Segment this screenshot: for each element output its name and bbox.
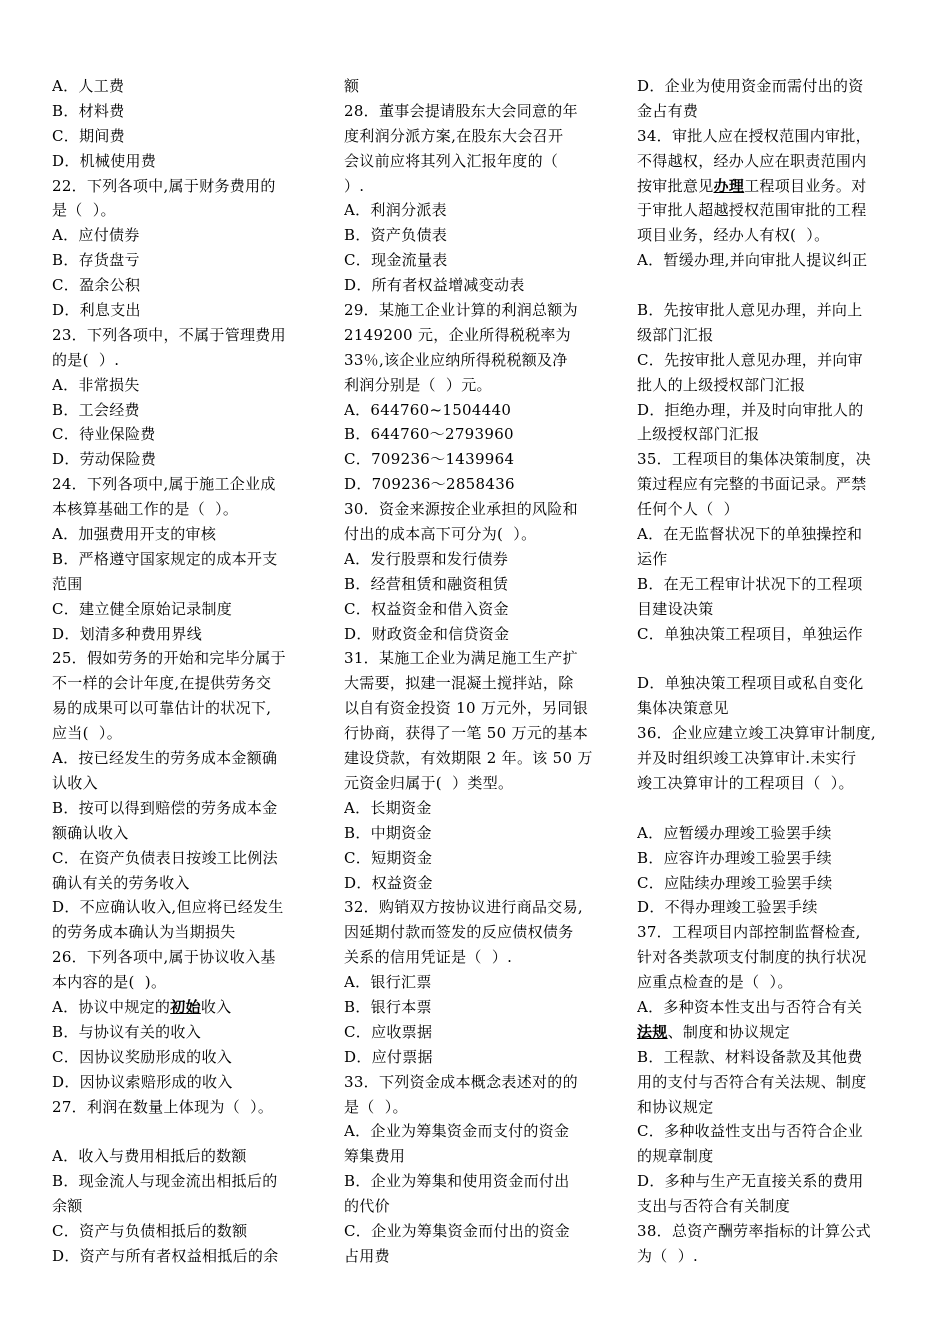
text-line <box>344 522 614 547</box>
text-line <box>52 298 322 323</box>
line-text-continued: 收入 <box>200 997 232 1016</box>
text-line <box>52 646 322 671</box>
text-line <box>52 945 322 970</box>
emphasized-term: 初始 <box>170 997 201 1016</box>
text-line <box>344 895 614 920</box>
text-line <box>344 472 614 497</box>
text-line <box>344 99 614 124</box>
text-line <box>52 895 322 920</box>
text-column-3 <box>637 74 907 1269</box>
text-line <box>344 696 614 721</box>
line-text: 33％,该企业应纳所得税税额及净 <box>344 350 568 369</box>
text-line <box>344 771 614 796</box>
line-text: 26．下列各项中,属于协议收入基 <box>52 948 276 967</box>
line-text: 的代价 <box>344 1197 390 1216</box>
line-text: 38．总资产酬劳率指标的计算公式 <box>637 1221 871 1240</box>
text-line <box>52 671 322 696</box>
text-line <box>637 895 907 920</box>
line-text: C．现金流量表 <box>344 251 448 270</box>
line-text: 利润分别是（ ）元。 <box>344 375 492 394</box>
text-line <box>637 771 907 796</box>
text-line <box>344 348 614 373</box>
text-line <box>637 646 907 671</box>
text-line <box>344 995 614 1020</box>
line-text: 应重点检查的是（ ）。 <box>637 973 793 992</box>
text-line <box>344 945 614 970</box>
line-text: 支出与否符合有关制度 <box>637 1197 791 1216</box>
text-line <box>344 1244 614 1269</box>
line-text: 付出的成本高下可分为( ）。 <box>344 525 537 544</box>
line-text: 大需要，拟建一混凝土搅拌站，除 <box>344 674 574 693</box>
text-line <box>52 696 322 721</box>
line-text: B．存货盘亏 <box>52 251 140 270</box>
line-text: 额确认收入 <box>52 823 129 842</box>
line-text: C．多种收益性支出与否符合企业 <box>637 1122 863 1141</box>
line-text: 策过程应有完整的书面记录。严禁 <box>637 475 867 494</box>
line-text: C．资产与负债相抵后的数额 <box>52 1221 248 1240</box>
text-line <box>52 721 322 746</box>
line-text: A．应暂缓办理竣工验罢手续 <box>637 823 832 842</box>
text-line <box>637 746 907 771</box>
text-line <box>52 472 322 497</box>
line-text: 易的成果可以可靠估计的状况下, <box>52 699 272 718</box>
text-line <box>637 696 907 721</box>
line-text: 运作 <box>637 549 668 568</box>
text-line <box>344 821 614 846</box>
line-text: 集体决策意见 <box>637 699 729 718</box>
text-line <box>344 223 614 248</box>
text-line <box>637 995 907 1020</box>
text-line <box>344 174 614 199</box>
text-line <box>637 1070 907 1095</box>
line-text: B．现金流人与现金流出相抵后的 <box>52 1172 278 1191</box>
line-text: C．短期资金 <box>344 848 433 867</box>
line-text: 36．企业应建立竣工决算审计制度, <box>637 724 876 743</box>
text-line <box>52 422 322 447</box>
line-text: 于审批人超越授权范围审批的工程 <box>637 201 867 220</box>
text-line <box>52 99 322 124</box>
line-text: 批人的上级授权部门汇报 <box>637 375 806 394</box>
line-text: 35．工程项目的集体决策制度，决 <box>637 450 871 469</box>
text-line <box>52 497 322 522</box>
text-line <box>52 920 322 945</box>
text-line <box>344 198 614 223</box>
text-line <box>637 497 907 522</box>
text-line <box>637 1144 907 1169</box>
line-text: A．银行汇票 <box>344 973 432 992</box>
line-text: 度利润分派方案,在股东大会召开 <box>344 126 564 145</box>
text-line <box>344 124 614 149</box>
line-text: D．划清多种费用界线 <box>52 624 203 643</box>
line-text: 为（ ）. <box>637 1246 699 1265</box>
line-text: A．利润分派表 <box>344 201 447 220</box>
text-line <box>344 547 614 572</box>
text-line <box>637 124 907 149</box>
text-line <box>52 373 322 398</box>
line-text: B．企业为筹集和使用资金而付出 <box>344 1172 570 1191</box>
line-text: ）. <box>344 176 365 195</box>
text-line <box>344 597 614 622</box>
line-text: 和协议规定 <box>637 1097 714 1116</box>
text-line <box>52 796 322 821</box>
text-line <box>52 622 322 647</box>
line-text: C．权益资金和借入资金 <box>344 599 509 618</box>
line-text: 本内容的是( )。 <box>52 973 167 992</box>
line-text: C．应收票据 <box>344 1022 433 1041</box>
text-line <box>637 970 907 995</box>
line-text: 22．下列各项中,属于财务费用的 <box>52 176 276 195</box>
text-line <box>344 373 614 398</box>
text-line <box>52 1045 322 1070</box>
text-line <box>52 348 322 373</box>
line-text: A．多种资本性支出与否符合有关 <box>637 997 863 1016</box>
line-text: 确认有关的劳务收入 <box>52 873 190 892</box>
line-text: 37．工程项目内部控制监督检查, <box>637 923 861 942</box>
line-text: 30．资金来源按企业承担的风险和 <box>344 500 578 519</box>
text-line <box>52 846 322 871</box>
text-line <box>52 74 322 99</box>
line-text: C．709236～1439964 <box>344 450 515 469</box>
text-line <box>344 422 614 447</box>
text-line <box>52 1219 322 1244</box>
text-line <box>52 1020 322 1045</box>
line-text: D．多种与生产无直接关系的费用 <box>637 1172 864 1191</box>
line-text: D．劳动保险费 <box>52 450 157 469</box>
text-line <box>344 447 614 472</box>
line-text: 32．购销双方按协议进行商品交易, <box>344 898 583 917</box>
text-line <box>52 1169 322 1194</box>
text-line <box>344 646 614 671</box>
line-text: 本核算基础工作的是（ ）。 <box>52 500 239 519</box>
line-text: 认收入 <box>52 773 98 792</box>
text-line <box>52 124 322 149</box>
text-line <box>637 597 907 622</box>
text-line <box>52 273 322 298</box>
line-text: C．期间费 <box>52 126 125 145</box>
line-text: C．应陆续办理竣工验罢手续 <box>637 873 833 892</box>
line-text: 24．下列各项中,属于施工企业成 <box>52 475 276 494</box>
line-text: 元资金归属于( ）类型。 <box>344 773 514 792</box>
text-line <box>637 522 907 547</box>
text-line <box>637 447 907 472</box>
line-text: A．暂缓办理,并向审批人提议纠正 <box>637 251 868 270</box>
text-line <box>637 174 907 199</box>
text-line <box>637 796 907 821</box>
line-text: 以自有资金投资 10 万元外，另同银 <box>344 699 589 718</box>
text-line <box>52 223 322 248</box>
line-text: D．709236～2858436 <box>344 475 515 494</box>
line-text: B．在无工程审计状况下的工程项 <box>637 574 863 593</box>
line-text: 金占有费 <box>637 101 699 120</box>
text-line <box>52 174 322 199</box>
text-line <box>344 572 614 597</box>
text-line <box>637 398 907 423</box>
line-text: C．在资产负债表日按竣工比例法 <box>52 848 278 867</box>
line-text: D．权益资金 <box>344 873 433 892</box>
line-text: B．中期资金 <box>344 823 432 842</box>
text-line <box>344 1219 614 1244</box>
text-line <box>344 298 614 323</box>
line-text: A．应付债券 <box>52 226 140 245</box>
text-line <box>344 1020 614 1045</box>
line-text: D．因协议索赔形成的收入 <box>52 1072 233 1091</box>
text-line <box>344 721 614 746</box>
line-text: B．与协议有关的收入 <box>52 1022 202 1041</box>
emphasized-term: 法规 <box>637 1022 668 1041</box>
line-text: B．644760～2793960 <box>344 425 514 444</box>
line-text: A．收入与费用相抵后的数额 <box>52 1147 247 1166</box>
text-line <box>344 273 614 298</box>
line-text: 额 <box>344 77 360 95</box>
text-line <box>52 821 322 846</box>
line-text: 34．审批人应在授权范围内审批， <box>637 126 871 145</box>
line-text: 不得越权，经办人应在职责范围内 <box>637 151 867 170</box>
text-line <box>637 323 907 348</box>
line-text: B．工程款、材料设备款及其他费 <box>637 1047 863 1066</box>
text-line <box>52 323 322 348</box>
line-text: D．利息支出 <box>52 301 141 320</box>
line-text: C．待业保险费 <box>52 425 156 444</box>
text-line <box>344 1095 614 1120</box>
text-line <box>637 99 907 124</box>
text-line <box>52 970 322 995</box>
line-text: B．应容许办理竣工验罢手续 <box>637 848 832 867</box>
text-line <box>637 871 907 896</box>
line-text: 29．某施工企业计算的利润总额为 <box>344 301 578 320</box>
text-line <box>344 248 614 273</box>
text-line <box>637 223 907 248</box>
line-text: 31．某施工企业为满足施工生产扩 <box>344 649 578 668</box>
line-text: D．资产与所有者权益相抵后的余 <box>52 1246 279 1265</box>
line-text: A．在无监督状况下的单独操控和 <box>637 525 863 544</box>
emphasized-term: 办理 <box>713 176 745 195</box>
line-text: A．发行股票和发行债券 <box>344 549 509 568</box>
text-line <box>344 871 614 896</box>
text-line <box>344 1169 614 1194</box>
text-line <box>637 472 907 497</box>
text-line <box>344 149 614 174</box>
text-line <box>637 373 907 398</box>
text-line <box>637 1095 907 1120</box>
text-line <box>52 597 322 622</box>
line-text: 的是( ）. <box>52 350 120 369</box>
text-line <box>637 1169 907 1194</box>
text-line <box>52 248 322 273</box>
text-line <box>52 871 322 896</box>
text-line <box>344 323 614 348</box>
line-text: 因延期付款而签发的反应债权债务 <box>344 923 574 942</box>
line-text: 针对各类款项支付制度的执行状况 <box>637 948 867 967</box>
text-line <box>52 572 322 597</box>
line-text: 任何个人（ ） <box>637 500 739 519</box>
line-text: A．人工费 <box>52 77 125 95</box>
text-line <box>344 1045 614 1070</box>
line-text: D．所有者权益增减变动表 <box>344 276 525 295</box>
line-text: D．单独决策工程项目或私自变化 <box>637 674 864 693</box>
line-text: A．加强费用开支的审核 <box>52 525 217 544</box>
text-line <box>344 1119 614 1144</box>
text-line <box>52 1070 322 1095</box>
text-line <box>52 746 322 771</box>
line-text: B．先按审批人意见办理，并向上 <box>637 301 863 320</box>
text-line <box>52 398 322 423</box>
text-line <box>344 746 614 771</box>
text-line <box>637 721 907 746</box>
line-text: 不一样的会计年度,在提供劳务交 <box>52 674 272 693</box>
line-text: 的劳务成本确认为当期损失 <box>52 923 236 942</box>
line-text-continued: 工程项目业务。对 <box>744 176 867 195</box>
line-text: 占用费 <box>344 1246 390 1265</box>
text-line <box>637 1045 907 1070</box>
text-line <box>344 796 614 821</box>
line-text: 目建设决策 <box>637 599 714 618</box>
text-line <box>344 920 614 945</box>
text-line <box>637 846 907 871</box>
text-line <box>52 547 322 572</box>
line-text: A．协议中规定的 <box>52 997 171 1016</box>
text-line <box>344 970 614 995</box>
text-line <box>344 74 614 99</box>
line-text: 33．下列资金成本概念表述对的的 <box>344 1072 578 1091</box>
text-line <box>52 198 322 223</box>
text-line <box>52 1244 322 1269</box>
line-text: 是（ ）。 <box>52 201 116 220</box>
line-text: B．材料费 <box>52 101 125 120</box>
line-text: A．按已经发生的劳务成本金额确 <box>52 749 278 768</box>
line-text: 上级授权部门汇报 <box>637 425 760 444</box>
line-text: 竣工决算审计的工程项目（ ）。 <box>637 773 854 792</box>
text-line <box>637 821 907 846</box>
line-text: B．工会经费 <box>52 400 140 419</box>
line-text: D．拒绝办理，并及时向审批人的 <box>637 400 864 419</box>
line-text: B．经营租赁和融资租赁 <box>344 574 509 593</box>
line-text: 28．董事会提请股东大会同意的年 <box>344 101 578 120</box>
text-line <box>52 1095 322 1120</box>
line-text: 用的支付与否符合有关法规、制度 <box>637 1072 867 1091</box>
text-line <box>637 422 907 447</box>
text-line <box>344 1194 614 1219</box>
line-text: 的规章制度 <box>637 1147 714 1166</box>
text-line <box>637 1219 907 1244</box>
line-text: A．非常损失 <box>52 375 140 394</box>
text-line <box>52 522 322 547</box>
line-text: C．建立健全原始记录制度 <box>52 599 233 618</box>
text-line <box>344 671 614 696</box>
text-line <box>344 497 614 522</box>
line-text: 项目业务，经办人有权( ）。 <box>637 226 830 245</box>
text-line <box>344 622 614 647</box>
line-text: C．企业为筹集资金而付出的资金 <box>344 1221 570 1240</box>
line-text: 并及时组织竣工决算审计.未实行 <box>637 749 857 768</box>
line-text: 建设贷款，有效期限 2 年。该 50 万 <box>344 749 593 768</box>
text-line <box>637 920 907 945</box>
text-line <box>344 1144 614 1169</box>
line-text: A．企业为筹集资金而支付的资金 <box>344 1122 570 1141</box>
text-line <box>637 348 907 373</box>
line-text: 25．假如劳务的开始和完毕分属于 <box>52 649 286 668</box>
text-line <box>637 547 907 572</box>
text-line <box>344 846 614 871</box>
text-line <box>637 273 907 298</box>
line-text: 2149200 元，企业所得税税率为 <box>344 325 571 344</box>
text-line <box>637 74 907 99</box>
line-text: 应当( ）。 <box>52 724 122 743</box>
text-line <box>637 149 907 174</box>
line-text: 是（ ）。 <box>344 1097 408 1116</box>
line-text: 行协商，获得了一笔 50 万元的基本 <box>344 724 589 743</box>
line-text: C．先按审批人意见办理，并向审 <box>637 350 863 369</box>
text-column-2 <box>344 74 614 1269</box>
line-text: 关系的信用凭证是（ ）. <box>344 948 513 967</box>
line-text: 会议前应将其列入汇报年度的（ <box>344 151 559 170</box>
line-text: 级部门汇报 <box>637 325 714 344</box>
text-line <box>637 1244 907 1269</box>
line-text: 筹集费用 <box>344 1147 406 1166</box>
line-text: D．企业为使用资金而需付出的资 <box>637 77 864 95</box>
text-line <box>52 995 322 1020</box>
text-line <box>637 572 907 597</box>
text-line <box>52 149 322 174</box>
text-line <box>637 1020 907 1045</box>
text-line <box>637 248 907 273</box>
text-line <box>52 447 322 472</box>
line-text: A．644760~1504440 <box>344 400 512 419</box>
line-text: C．单独决策工程项目，单独运作 <box>637 624 863 643</box>
text-line <box>637 945 907 970</box>
text-line <box>637 198 907 223</box>
line-text: D．财政资金和信贷资金 <box>344 624 510 643</box>
text-line <box>637 1194 907 1219</box>
line-text: D．不应确认收入,但应将已经发生 <box>52 898 284 917</box>
text-line <box>344 1070 614 1095</box>
line-text: D．不得办理竣工验罢手续 <box>637 898 818 917</box>
text-column-1 <box>52 74 322 1269</box>
line-text: B．按可以得到赔偿的劳务成本金 <box>52 798 278 817</box>
text-line <box>637 1119 907 1144</box>
text-line <box>52 1144 322 1169</box>
line-text: 27．利润在数量上体现为（ ）。 <box>52 1097 274 1116</box>
line-text: 23．下列各项中，不属于管理费用 <box>52 325 286 344</box>
line-text: C．盈余公积 <box>52 276 141 295</box>
text-line <box>637 298 907 323</box>
line-text: D．应付票据 <box>344 1047 433 1066</box>
line-text: 余额 <box>52 1197 83 1216</box>
text-line <box>637 622 907 647</box>
line-text: C．因协议奖励形成的收入 <box>52 1047 233 1066</box>
text-line <box>52 771 322 796</box>
line-text: B．严格遵守国家规定的成本开支 <box>52 549 278 568</box>
text-line <box>344 398 614 423</box>
line-text: D．机械使用费 <box>52 151 157 170</box>
line-text: B．银行本票 <box>344 997 432 1016</box>
text-line <box>52 1119 322 1144</box>
line-text: B．资产负债表 <box>344 226 448 245</box>
line-text: 范围 <box>52 574 83 593</box>
line-text-continued: 、制度和协议规定 <box>667 1022 791 1041</box>
line-text: A．长期资金 <box>344 798 432 817</box>
line-text: 按审批意见 <box>637 176 714 195</box>
text-line <box>52 1194 322 1219</box>
text-line <box>637 671 907 696</box>
